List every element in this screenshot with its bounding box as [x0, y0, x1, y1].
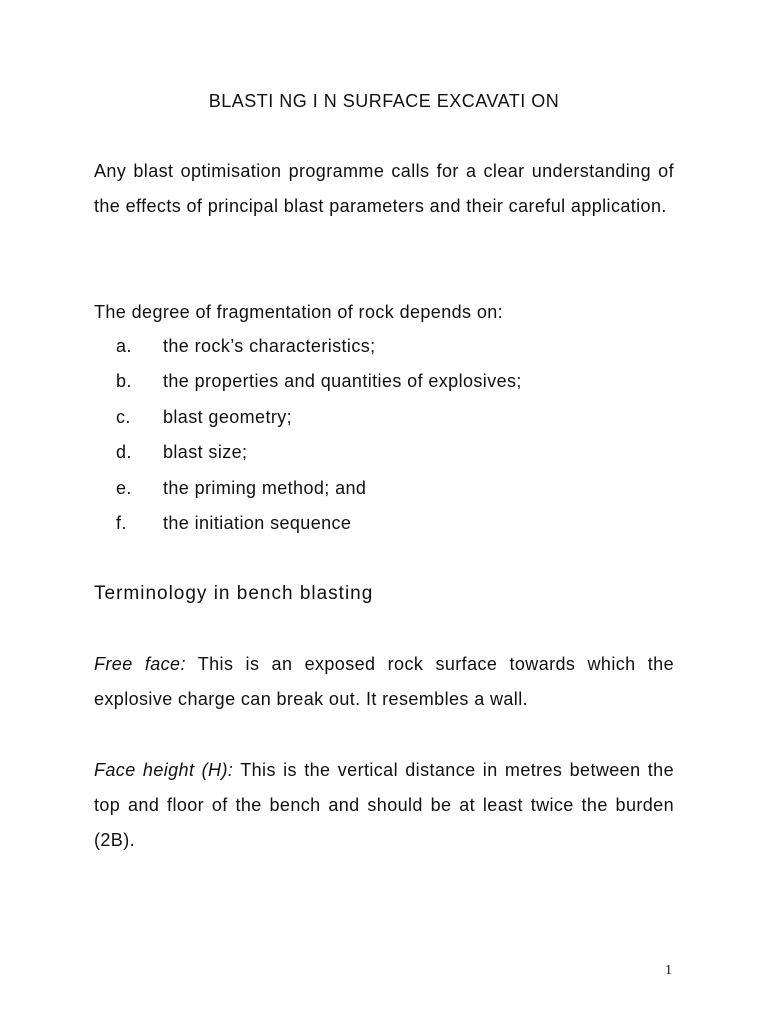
- list-item: [116, 400, 676, 435]
- free-face-definition: [94, 647, 674, 717]
- list-item-text: the rock’s characteristics;: [163, 336, 376, 356]
- face-height-definition: [94, 753, 674, 858]
- list-item-text: the properties and quantities of explosives;: [163, 371, 522, 392]
- fragmentation-factor-list: [116, 329, 676, 541]
- list-item-text: blast size;: [163, 442, 248, 463]
- list-marker: c.: [116, 406, 131, 427]
- face-height-term: Face height (H):: [94, 760, 234, 780]
- free-face-term: Free face:: [94, 654, 186, 674]
- free-face-text: This is an exposed rock surface towards which the explosive charge can break out. It resembles a wall.: [94, 654, 674, 709]
- list-item-text: the initiation sequence: [163, 512, 352, 533]
- list-item: [116, 364, 676, 399]
- list-marker: a.: [116, 336, 132, 356]
- section-heading: Terminology in bench blasting: [94, 583, 374, 604]
- list-item: [116, 329, 676, 364]
- list-item: [116, 506, 676, 541]
- face-height-text: This is the vertical distance in metres between the top and floor of the bench and should be at least twice the burden (2B).: [94, 760, 675, 850]
- list-item-text: blast geometry;: [163, 406, 293, 427]
- list-item: [116, 435, 676, 470]
- list-item: [116, 471, 676, 506]
- list-marker: d.: [116, 442, 132, 463]
- list-marker: b.: [116, 371, 132, 392]
- page-number: 1: [665, 963, 672, 978]
- list-marker: f.: [116, 512, 127, 533]
- list-marker: e.: [116, 477, 132, 498]
- intro-paragraph: Any blast optimisation programme calls for a clear understanding of the effects of principal blast parameters and their careful application.: [94, 161, 674, 216]
- document-title: BLASTI NG I N SURFACE EXCAVATI ON: [208, 91, 560, 111]
- fragmentation-intro: The degree of fragmentation of rock depends on:: [94, 302, 504, 322]
- list-item-text: the priming method; and: [163, 477, 367, 498]
